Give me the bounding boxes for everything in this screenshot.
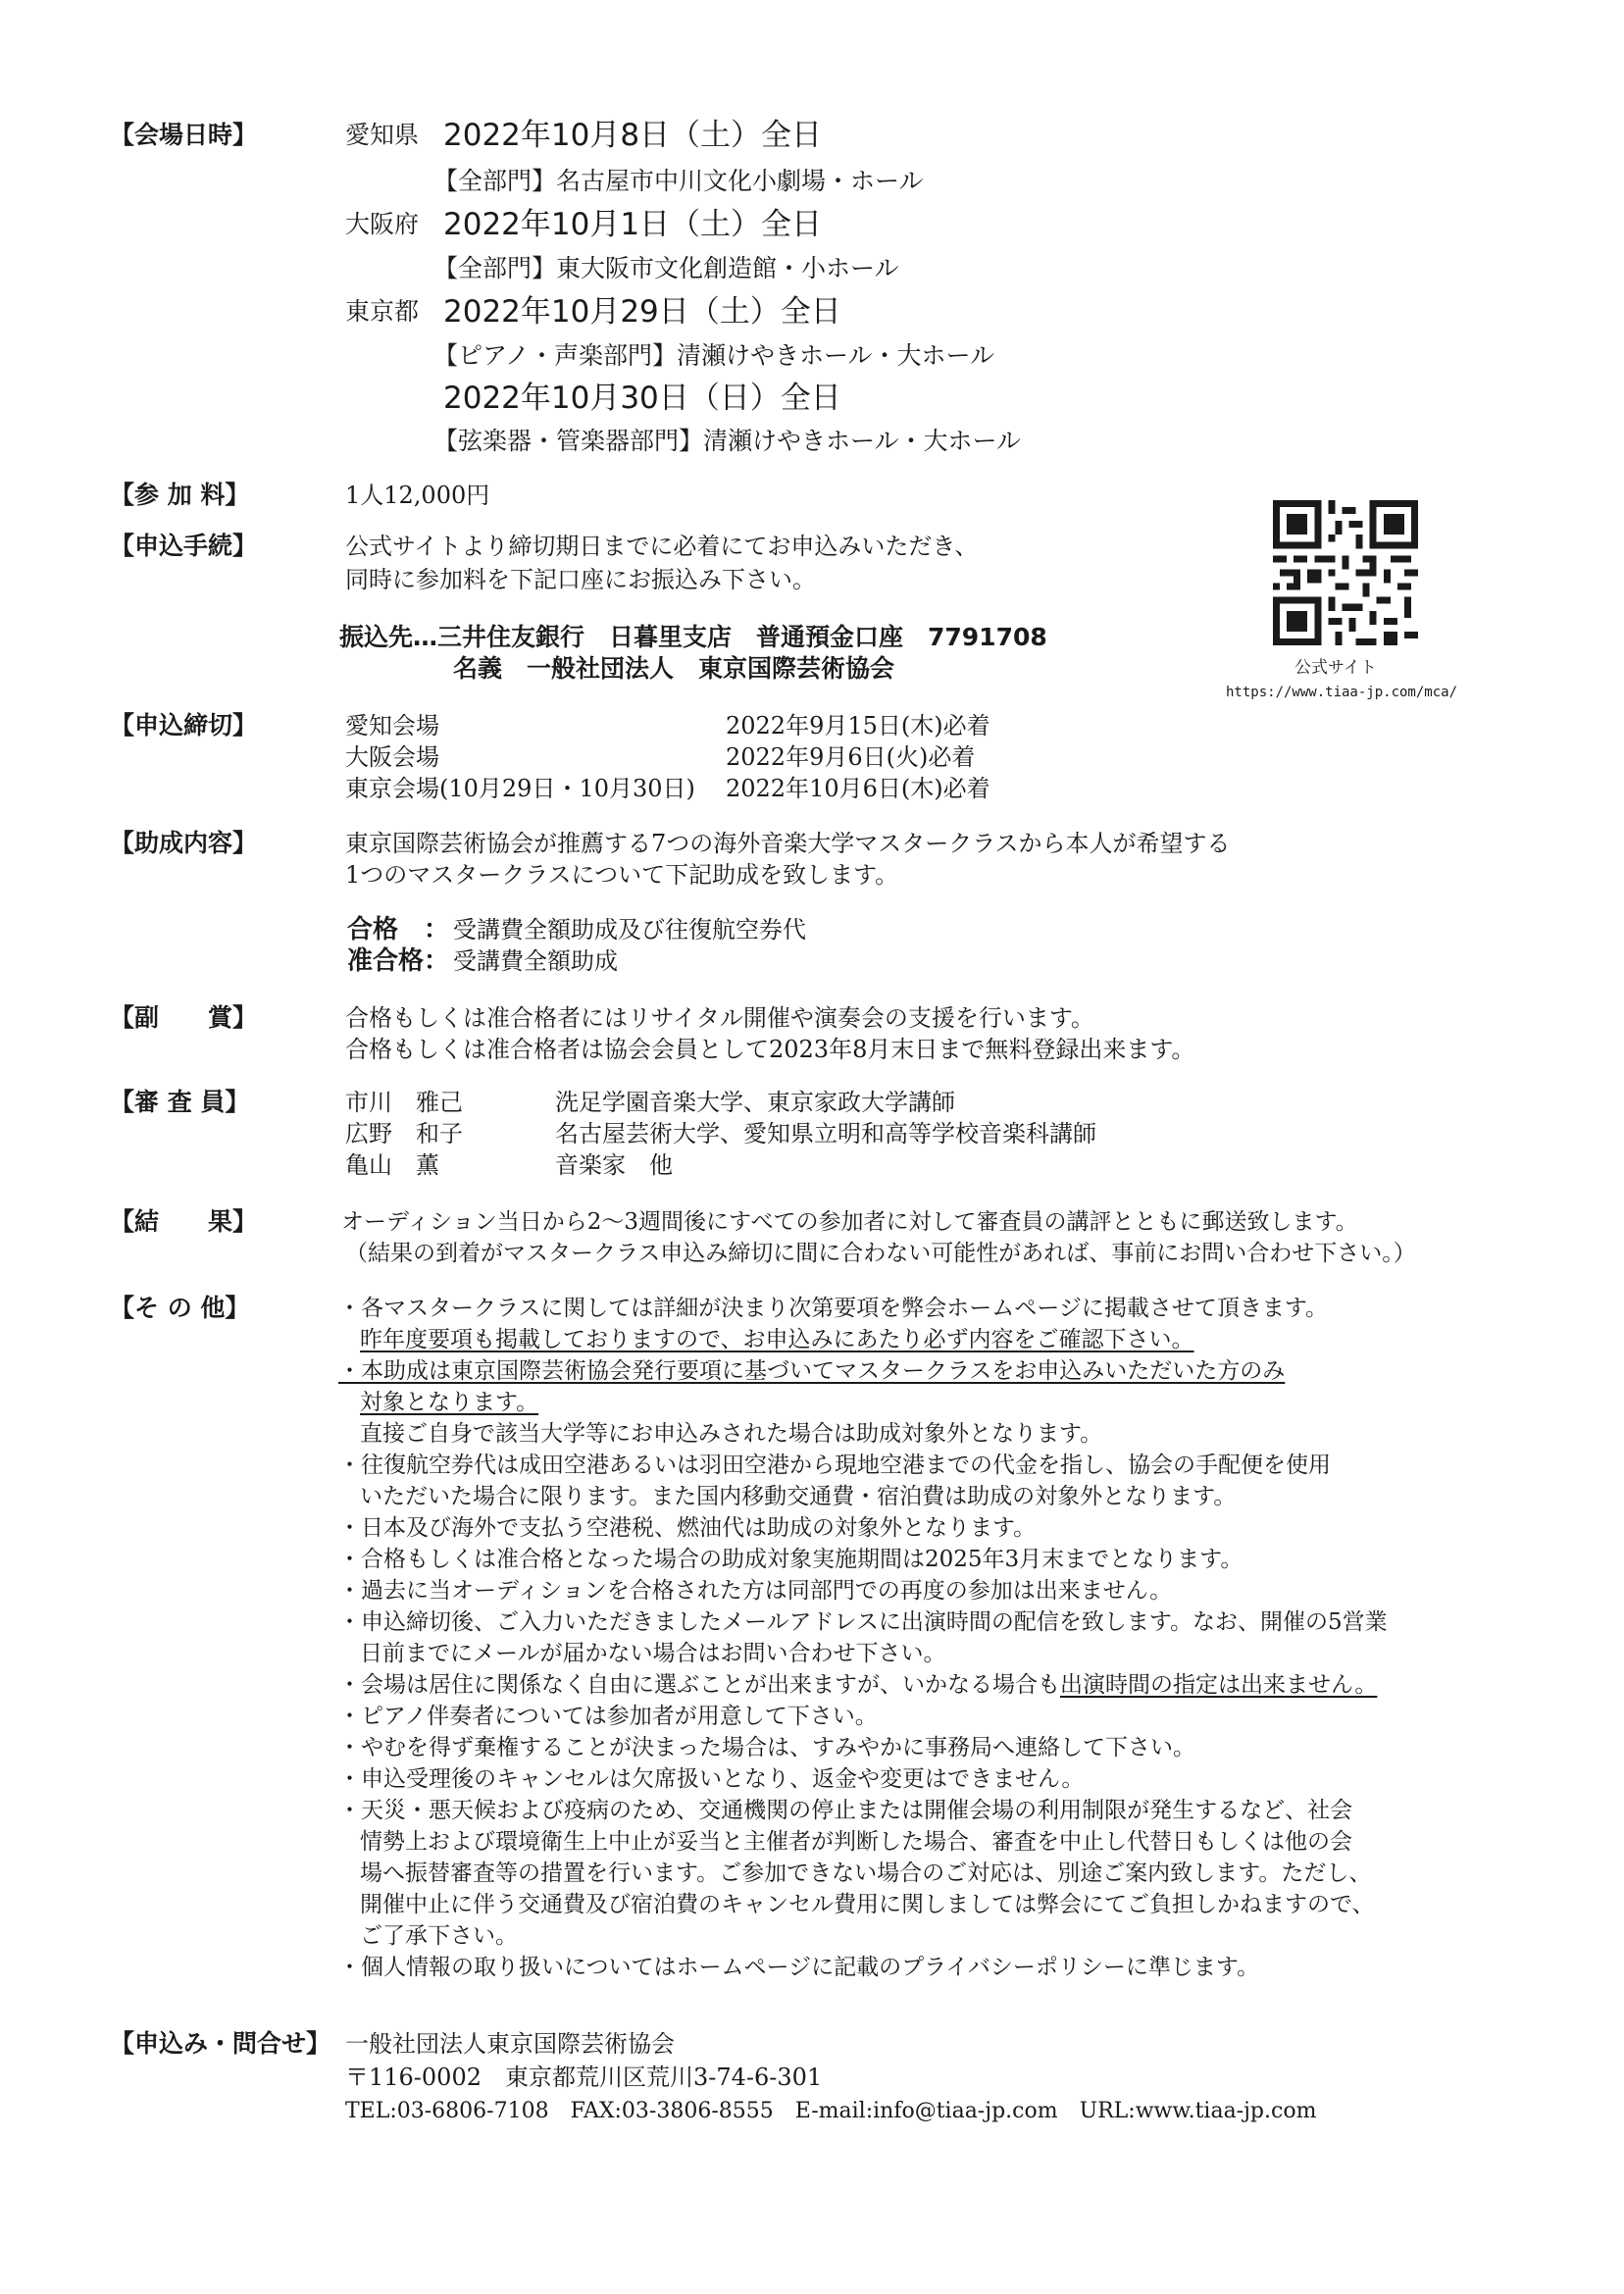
qr-caption: 公式サイト: [1294, 658, 1377, 678]
other-line-13-underlined: 出演時間の指定は出来ません。: [1060, 1672, 1378, 1698]
other-line-1: ・各マスタークラスに関しては詳細が決まり次第要項を弊会ホームページに掲載させて頂きます。: [338, 1296, 1329, 1321]
contact-label: 【申込み・問合せ】: [110, 2029, 331, 2058]
judge-title-2: 名古屋芸術大学、愛知県立明和高等学校音楽科講師: [555, 1120, 1096, 1147]
other-line-11: ・申込締切後、ご入力いただきましたメールアドレスに出演時間の配信を致します。なお、開催の5営業: [338, 1609, 1388, 1635]
other-line-19: 場へ振替審査等の措置を行います。ご参加できない場合のご対応は、別途ご案内致します。ただし、: [360, 1861, 1372, 1886]
procedure-label: 【申込手続】: [110, 532, 258, 560]
venue-pref-aichi: 愛知県: [345, 121, 420, 149]
other-line-8: ・日本及び海外で支払う空港税、燃油代は助成の対象外となります。: [338, 1515, 1037, 1541]
procedure-line-2: 同時に参加料を下記口座にお振込み下さい。: [345, 566, 816, 593]
other-line-20: 開催中止に伴う交通費及び宿泊費のキャンセル費用に関しましては弊会にてご負担しかねますので、: [360, 1892, 1375, 1917]
other-line-18: 情勢上および環境衛生上中止が妥当と主催者が判断した場合、審査を中止し代替日もしくは他の会: [360, 1829, 1352, 1855]
other-line-17: ・天災・悪天候および疫病のため、交通機関の停止または開催会場の利用制限が発生するなど、社会: [338, 1798, 1353, 1823]
procedure-line-1: 公式サイトより締切期日までに必着にてお申込みいただき、: [345, 533, 979, 560]
deadline-venue-osaka: 大阪会場: [345, 743, 439, 771]
judge-name-2: 広野 和子: [345, 1120, 463, 1147]
contact-phone-email-url: TEL:03-6806-7108 FAX:03-3806-8555 E-mail:info@tiaa-jp.com URL:www.tiaa-jp.com: [345, 2099, 1317, 2123]
deadline-label: 【申込締切】: [110, 711, 258, 739]
other-line-22: ・個人情報の取り扱いについてはホームページに記載のプライバシーポリシーに準じます。: [338, 1955, 1260, 1980]
other-line-6: ・往復航空券代は成田空港あるいは羽田空港から現地空港までの代金を指し、協会の手配便を使用: [338, 1453, 1331, 1478]
venue-hall-tokyo-1: 【ピアノ・声楽部門】清瀬けやきホール・大ホール: [433, 341, 995, 370]
venue-pref-tokyo: 東京都: [345, 297, 420, 326]
judges-label: 【審 査 員】: [110, 1088, 250, 1116]
other-line-13-text: ・会場は居住に関係なく自由に選ぶことが出来ますが、いかなる場合も: [338, 1672, 1060, 1698]
other-line-12: 日前までにメールが届かない場合はお問い合わせ下さい。: [360, 1641, 946, 1666]
other-line-3: ・本助成は東京国際芸術協会発行要項に基づいてマスタークラスをお申込みいただいた方のみ: [338, 1358, 1286, 1384]
venue-date-aichi: 2022年10月8日（土）全日: [443, 118, 823, 153]
other-line-4: 対象となります。: [360, 1390, 539, 1415]
grant-semi-text: 受講費全額助成: [453, 947, 618, 975]
other-line-21: ご了承下さい。: [360, 1923, 518, 1949]
venue-date-label: 【会場日時】: [110, 121, 258, 149]
other-line-10: ・過去に当オーディションを合格された方は同部門での再度の参加は出来ません。: [338, 1578, 1173, 1604]
judge-title-3: 音楽家 他: [555, 1151, 673, 1179]
fee-value: 1人12,000円: [345, 482, 490, 509]
venue-pref-osaka: 大阪府: [345, 210, 420, 238]
judge-name-3: 亀山 薫: [345, 1151, 439, 1179]
deadline-venue-aichi: 愛知会場: [345, 712, 439, 739]
grant-pass-text: 受講費全額助成及び往復航空券代: [453, 916, 806, 943]
results-line-1: オーディション当日から2～3週間後にすべての参加者に対して審査員の講評とともに郵送致します。: [341, 1209, 1358, 1235]
judge-title-1: 洗足学園音楽大学、東京家政大学講師: [555, 1089, 955, 1116]
extra-prize-label: 【副 賞】: [110, 1003, 258, 1032]
deadline-date-osaka: 2022年9月6日(火)必着: [726, 743, 976, 771]
results-line-2: （結果の到着がマスタークラス申込み締切に間に合わない可能性があれば、事前にお問い合わせ下さい。）: [345, 1241, 1416, 1266]
grant-pass-label: 合格 ：: [347, 915, 450, 944]
other-line-2: 昨年度要項も掲載しておりますので、お申込みにあたり必ず内容をご確認下さい。: [360, 1327, 1194, 1352]
venue-hall-osaka: 【全部門】東大阪市文化創造館・小ホール: [433, 254, 899, 282]
extra-prize-line-2: 合格もしくは准合格者は協会会員として2023年8月末日まで無料登録出来ます。: [345, 1036, 1195, 1063]
other-line-16: ・申込受理後のキャンセルは欠席扱いとなり、返金や変更はできません。: [338, 1766, 1085, 1792]
contact-org: 一般社団法人東京国際芸術協会: [345, 2030, 675, 2058]
qr-code-icon[interactable]: [1273, 500, 1418, 645]
venue-hall-aichi: 【全部門】名古屋市中川文化小劇場・ホール: [433, 167, 924, 195]
deadline-date-tokyo: 2022年10月6日(木)必着: [726, 775, 990, 802]
other-line-13: [338, 1669, 1377, 1702]
extra-prize-line-1: 合格もしくは准合格者にはリサイタル開催や演奏会の支援を行います。: [345, 1004, 1094, 1032]
other-line-5: 直接ご自身で該当大学等にお申込みされた場合は助成対象外となります。: [360, 1421, 1103, 1447]
other-label: 【そ の 他】: [110, 1294, 250, 1322]
fee-label: 【参 加 料】: [110, 481, 250, 509]
other-line-14: ・ピアノ伴奏者については参加者が用意して下さい。: [338, 1704, 878, 1729]
grant-line-1: 東京国際芸術協会が推薦する7つの海外音楽大学マスタークラスから本人が希望する: [345, 830, 1231, 857]
bank-holder: 名義 一般社団法人 東京国際芸術協会: [453, 654, 895, 683]
bank-account: 振込先…三井住友銀行 日暮里支店 普通預金口座 7791708: [339, 623, 1047, 651]
venue-date-tokyo-2: 2022年10月30日（日）全日: [443, 381, 841, 416]
other-line-9: ・合格もしくは准合格となった場合の助成対象実施期間は2025年3月末までとなります。: [338, 1547, 1243, 1572]
grant-label: 【助成内容】: [110, 829, 258, 857]
deadline-venue-tokyo: 東京会場(10月29日・10月30日): [345, 775, 695, 802]
grant-semi-label: 准合格：: [347, 946, 450, 976]
venue-hall-tokyo-2: 【弦楽器・管楽器部門】清瀬けやきホール・大ホール: [433, 427, 1022, 455]
other-line-15: ・やむを得ず棄権することが決まった場合は、すみやかに事務局へ連絡して下さい。: [338, 1735, 1195, 1760]
grant-line-2: 1つのマスタークラスについて下記助成を致します。: [345, 861, 899, 889]
deadline-date-aichi: 2022年9月15日(木)必着: [726, 712, 990, 739]
judge-name-1: 市川 雅己: [345, 1089, 463, 1116]
qr-url[interactable]: https://www.tiaa-jp.com/mca/: [1226, 685, 1458, 700]
venue-date-osaka: 2022年10月1日（土）全日: [443, 207, 823, 242]
results-label: 【結 果】: [110, 1207, 258, 1236]
venue-date-tokyo-1: 2022年10月29日（土）全日: [443, 294, 841, 330]
other-line-7: いただいた場合に限ります。また国内移動交通費・宿泊費は助成の対象外となります。: [360, 1484, 1237, 1509]
contact-address: 〒116-0002 東京都荒川区荒川3-74-6-301: [345, 2064, 823, 2091]
